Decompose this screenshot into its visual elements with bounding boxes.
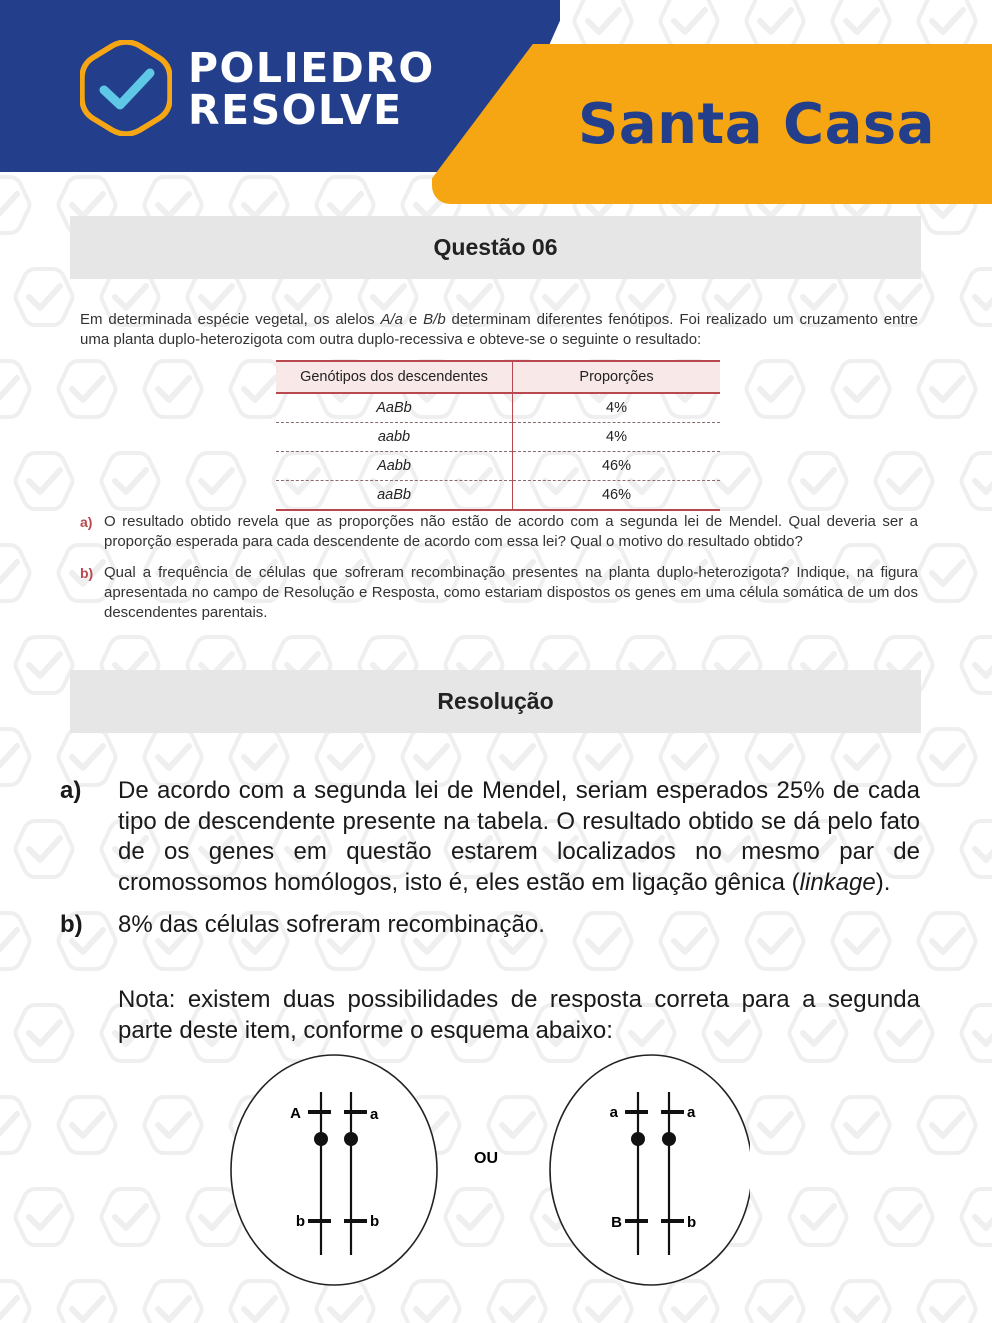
- background-checkmark-icon: [59, 1281, 116, 1323]
- cell-option-2: [550, 1055, 750, 1285]
- genotype-cell: AaBb: [276, 393, 513, 423]
- background-checkmark-icon: [747, 0, 804, 49]
- background-checkmark-icon: [0, 361, 30, 417]
- background-checkmark-icon: [102, 453, 159, 509]
- background-checkmark-icon: [0, 177, 30, 233]
- genotype-cell: aaBb: [276, 481, 513, 511]
- answer-marker: a): [60, 777, 82, 804]
- background-checkmark-icon: [919, 1097, 976, 1153]
- background-checkmark-icon: [188, 453, 245, 509]
- question-item-a: [80, 512, 918, 552]
- background-checkmark-icon: [16, 269, 73, 325]
- background-checkmark-icon: [919, 0, 976, 49]
- cell-outline: [231, 1055, 437, 1285]
- column-header-proportions: Proporções: [513, 361, 721, 393]
- background-checkmark-icon: [59, 1097, 116, 1153]
- answer-marker: b): [60, 911, 83, 938]
- centromere: [662, 1132, 676, 1146]
- item-text: O resultado obtido revela que as proporções não estão de acordo com a segunda lei de Mendel. Qual deveria ser a proporção esperada para cada descendente de acordo com essa lei? Qual o motivo do resultado obtido?: [104, 513, 918, 550]
- background-checkmark-icon: [575, 0, 632, 49]
- background-checkmark-icon: [919, 913, 976, 969]
- background-checkmark-icon: [102, 1189, 159, 1245]
- background-checkmark-icon: [16, 1005, 73, 1061]
- checkmark-hexagon-icon: [80, 40, 172, 136]
- question-item-b: [80, 563, 918, 623]
- intro-text: Em determinada espécie vegetal, os alelos: [80, 311, 381, 328]
- answer-text: [118, 776, 920, 898]
- answer-text-part: De acordo com a segunda lei de Mendel, seriam esperados 25% de cada tipo de descendente presente na tabela. O resultado obtido se dá pelo fato de os genes em questão estarem localizados no mesmo par de cromossomos homólogos, isto é, eles estão em ligação gênica (: [118, 777, 920, 896]
- item-marker: a): [80, 514, 93, 530]
- proportion-cell: 46%: [513, 452, 721, 481]
- table-row: [276, 481, 720, 511]
- intro-text: determinam diferentes fenótipos. Foi realizado um cruzamento entre uma planta duplo-heterozigota com outra duplo-recessiva e obteve-se o seguinte o resultado:: [80, 311, 918, 348]
- background-checkmark-icon: [145, 1097, 202, 1153]
- background-checkmark-icon: [0, 913, 30, 969]
- centromere: [314, 1132, 328, 1146]
- background-checkmark-icon: [919, 1281, 976, 1323]
- background-checkmark-icon: [962, 637, 992, 693]
- allele-b: B/b: [423, 311, 446, 328]
- answer-text-part: ).: [875, 868, 891, 896]
- answer-a: [60, 776, 920, 898]
- table-row: [276, 423, 720, 452]
- answer-note: Nota: existem duas possibilidades de resposta correta para a segunda parte deste item, conforme o esquema abaixo:: [118, 986, 920, 1044]
- proportion-cell: 46%: [513, 481, 721, 511]
- exam-title: Santa Casa: [578, 92, 936, 157]
- background-checkmark-icon: [876, 453, 933, 509]
- background-checkmark-icon: [962, 1005, 992, 1061]
- centromere: [344, 1132, 358, 1146]
- genotype-cell: aabb: [276, 423, 513, 452]
- cell-option-1: [231, 1055, 437, 1285]
- centromere: [631, 1132, 645, 1146]
- question-title: Questão 06: [433, 234, 558, 260]
- background-checkmark-icon: [962, 269, 992, 325]
- background-checkmark-icon: [0, 1281, 30, 1323]
- gene-label: A: [290, 1105, 301, 1122]
- genotype-table: [276, 360, 720, 511]
- background-checkmark-icon: [962, 1189, 992, 1245]
- intro-text: e: [403, 311, 424, 328]
- background-checkmark-icon: [790, 1189, 847, 1245]
- background-checkmark-icon: [919, 361, 976, 417]
- background-checkmark-icon: [876, 1189, 933, 1245]
- table-row: [276, 393, 720, 423]
- background-checkmark-icon: [790, 453, 847, 509]
- background-checkmark-icon: [919, 729, 976, 785]
- gene-label: a: [687, 1104, 696, 1121]
- resolution-title-bar: [70, 670, 921, 733]
- resolution-title: Resolução: [437, 688, 554, 714]
- background-checkmark-icon: [59, 361, 116, 417]
- background-checkmark-icon: [0, 545, 30, 601]
- brand-name-line2: RESOLVE: [188, 86, 403, 134]
- background-checkmark-icon: [747, 361, 804, 417]
- answer-b: [60, 910, 920, 941]
- gene-label: B: [611, 1214, 622, 1231]
- question-title-bar: [70, 216, 921, 279]
- background-checkmark-icon: [833, 1097, 890, 1153]
- item-text: Qual a frequência de células que sofreram recombinação presentes na planta duplo-heterozigota? Indique, na figura apresentada no campo de Resolução e Resposta, como estariam dispostos os genes em uma célula somática de um dos descendentes parentais.: [104, 564, 918, 621]
- background-checkmark-icon: [962, 453, 992, 509]
- background-checkmark-icon: [16, 1189, 73, 1245]
- chromosome-diagram: [220, 1052, 750, 1292]
- background-checkmark-icon: [833, 0, 890, 49]
- background-checkmark-icon: [919, 545, 976, 601]
- answer-text: 8% das células sofreram recombinação.: [118, 911, 545, 938]
- table-row: [276, 452, 720, 481]
- background-checkmark-icon: [0, 1097, 30, 1153]
- gene-label: a: [609, 1104, 618, 1121]
- gene-label: a: [370, 1106, 379, 1123]
- background-checkmark-icon: [747, 1281, 804, 1323]
- column-header-genotypes: Genótipos dos descendentes: [276, 361, 513, 393]
- question-intro: [80, 310, 918, 350]
- table-header-row: [276, 361, 720, 393]
- genotype-cell: Aabb: [276, 452, 513, 481]
- or-separator: OU: [474, 1150, 498, 1167]
- gene-label: b: [687, 1214, 697, 1231]
- background-checkmark-icon: [747, 1097, 804, 1153]
- background-checkmark-icon: [16, 637, 73, 693]
- background-checkmark-icon: [661, 0, 718, 49]
- background-checkmark-icon: [0, 729, 30, 785]
- background-checkmark-icon: [833, 1281, 890, 1323]
- background-checkmark-icon: [16, 453, 73, 509]
- proportion-cell: 4%: [513, 423, 721, 452]
- background-checkmark-icon: [145, 1281, 202, 1323]
- cell-outline: [550, 1055, 750, 1285]
- background-checkmark-icon: [962, 821, 992, 877]
- answer-italic-term: linkage: [799, 868, 876, 896]
- background-checkmark-icon: [145, 361, 202, 417]
- gene-label: b: [295, 1213, 305, 1230]
- allele-a: A/a: [380, 311, 404, 328]
- item-marker: b): [80, 565, 94, 581]
- brand-name-line1: POLIEDRO: [188, 44, 435, 92]
- proportion-cell: 4%: [513, 393, 721, 423]
- background-checkmark-icon: [833, 361, 890, 417]
- gene-label: b: [370, 1213, 380, 1230]
